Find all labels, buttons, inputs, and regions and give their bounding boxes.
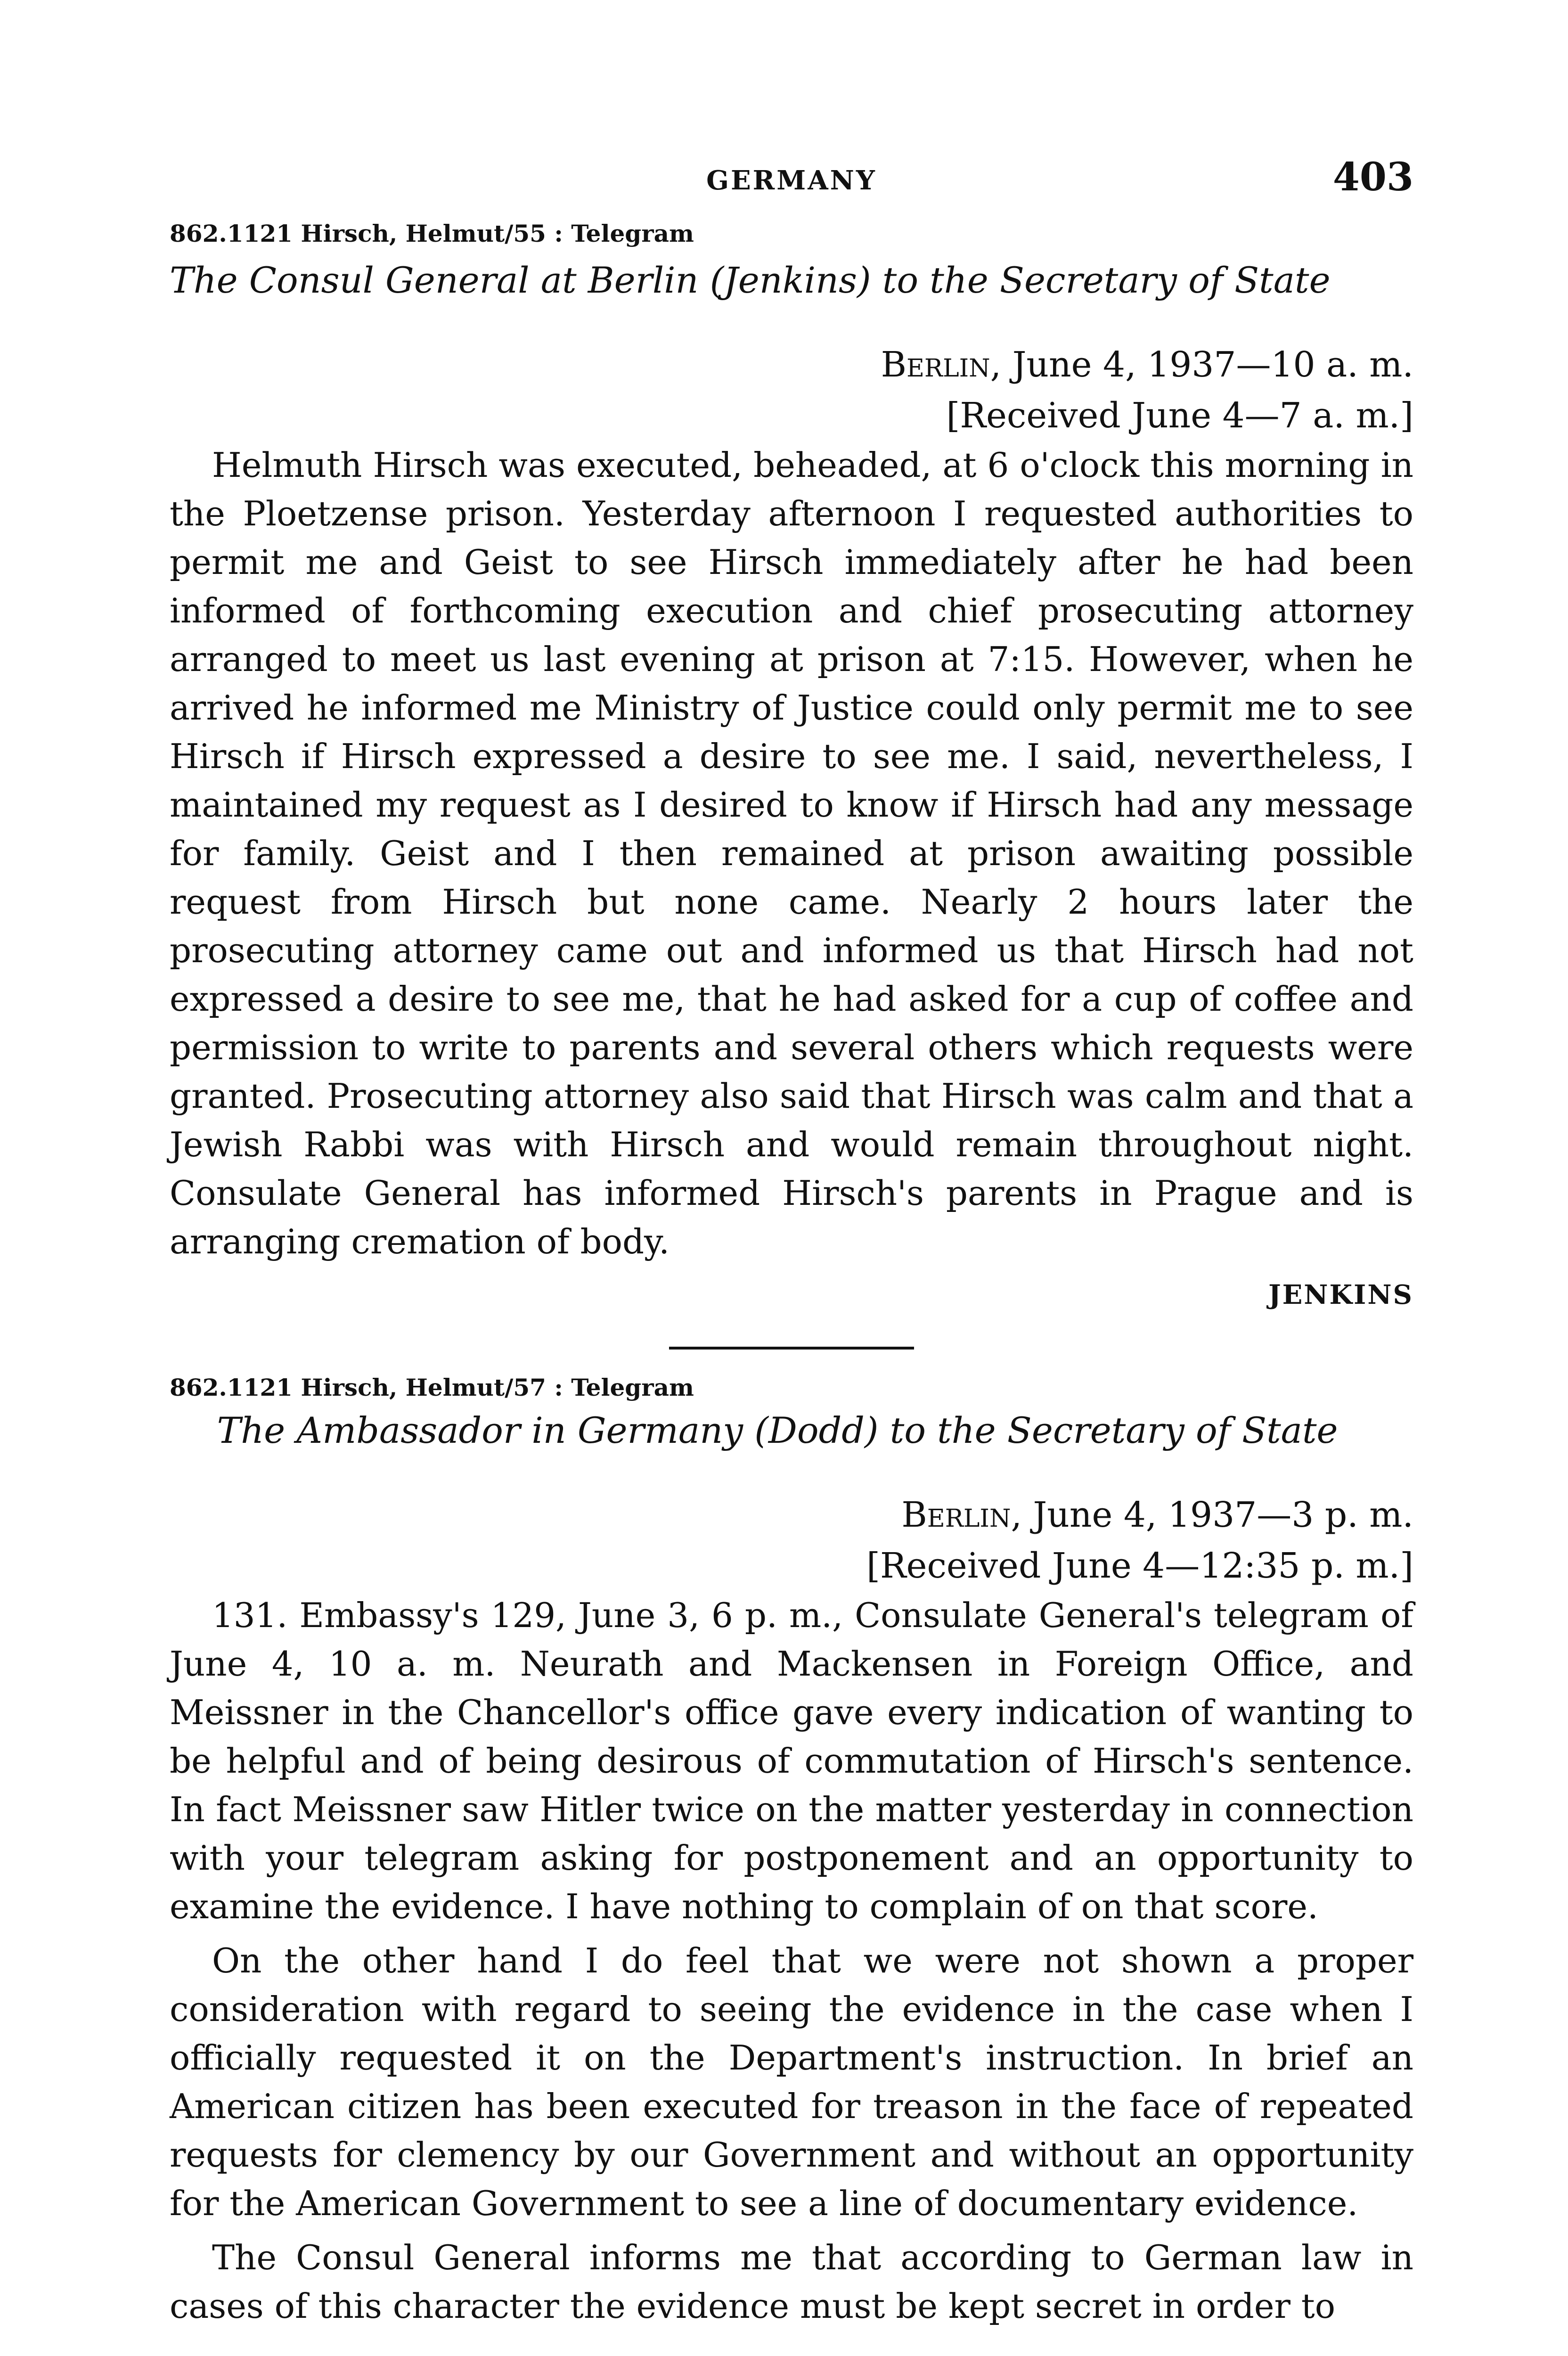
- received-line: [Received June 4—7 a. m.]: [946, 395, 1413, 436]
- file-reference: 862.1121 Hirsch, Helmut/55 : Telegram: [170, 220, 694, 247]
- document-page: [170, 141, 1413, 2331]
- running-title: GERMANY: [706, 165, 877, 196]
- section-divider: [669, 1347, 914, 1350]
- dateline-date: , June 4, 1937—3 p. m.: [1011, 1495, 1413, 1535]
- body-paragraph: Helmuth Hirsch was executed, beheaded, at 6 o'clock this morning in the Ploetzense prison. Yesterday afternoon I requested authorities to permit me and Geist to see Hirsch immediately after he had been informed of forthcoming execution and chief prosecuting attorney arranged to meet us last evening at prison at 7:15. However, when he arrived he informed me Ministry of Justice could only permit me to see Hirsch if Hirsch expressed a desire to see me. I said, nevertheless, I maintained my request as I desired to know if Hirsch had any message for family. Geist and I then remained at prison awaiting possible request from Hirsch but none came. Nearly 2 hours later the prosecuting attorney came out and informed us that Hirsch had not expressed a desire to see me, that he had asked for a cup of coffee and permission to write to parents and several others which requests were granted. Prosecuting attorney also said that Hirsch was calm and that a Jewish Rabbi was with Hirsch and would remain throughout night. Consulate General has informed Hirsch's parents in Prague and is arranging cremation of body.: [170, 445, 1413, 1261]
- body-paragraph: The Consul General informs me that according to German law in cases of this character the evidence must be kept secret in order to: [170, 2238, 1413, 2326]
- telegram-jenkins: [170, 217, 1413, 1321]
- dateline: [170, 1489, 1413, 1540]
- received-line: [Received June 4—12:35 p. m.]: [866, 1546, 1413, 1586]
- running-header: [170, 141, 1413, 217]
- body-paragraph: On the other hand I do feel that we were not shown a proper consideration with regard to seeing the evidence in the case when I officially requested it on the Department's instruction. In brief an American citizen has been executed for treason in the face of repeated requests for clemency by our Government and without an opportunity for the American Government to see a line of documentary evidence.: [170, 1941, 1413, 2223]
- file-reference: 862.1121 Hirsch, Helmut/57 : Telegram: [170, 1374, 694, 1401]
- dateline: [170, 339, 1413, 390]
- signature: JENKINS: [1268, 1279, 1413, 1310]
- document-heading: The Ambassador in Germany (Dodd) to the Secretary of State: [217, 1409, 1338, 1451]
- dateline-place: Berlin: [881, 344, 990, 385]
- telegram-dodd: [170, 1371, 1413, 2331]
- page-number: 403: [1332, 155, 1413, 200]
- document-heading: The Consul General at Berlin (Jenkins) to the Secretary of State: [170, 259, 1331, 301]
- dateline-date: , June 4, 1937—10 a. m.: [990, 344, 1413, 385]
- body-paragraph: 131. Embassy's 129, June 3, 6 p. m., Consulate General's telegram of June 4, 10 a. m. Neurath and Mackensen in Foreign Office, and Meissner in the Chancellor's office gave every indication of wanting to be helpful and of being desirous of commutation of Hirsch's sentence. In fact Meissner saw Hitler twice on the matter yesterday in connection with your telegram asking for postponement and an opportunity to examine the evidence. I have nothing to complain of on that score.: [170, 1595, 1413, 1926]
- dateline-place: Berlin: [901, 1495, 1011, 1535]
